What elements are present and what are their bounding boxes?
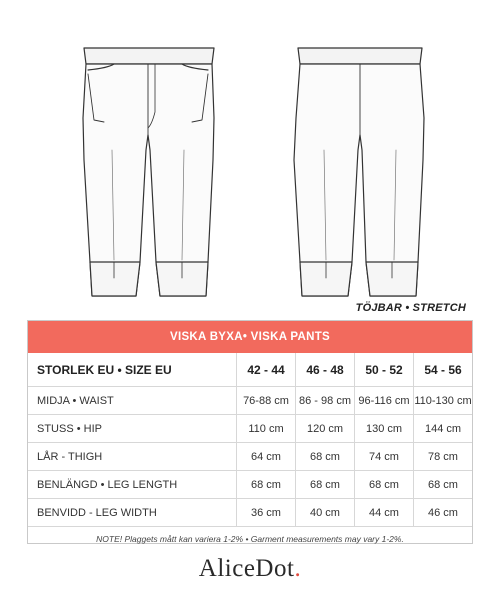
row-label: BENLÄNGD • LEG LENGTH <box>28 471 237 499</box>
pants-drawings <box>0 0 500 300</box>
row-value: 64 cm <box>237 443 296 471</box>
table-row <box>28 499 472 527</box>
row-value: 110-130 cm <box>414 387 473 415</box>
size-grid <box>28 353 472 527</box>
size-header-cell: 54 - 56 <box>414 353 473 387</box>
row-value: 74 cm <box>355 443 414 471</box>
measurement-note: NOTE! Plaggets mått kan variera 1-2% • Garment measurements may vary 1-2%. <box>96 534 404 544</box>
brand-name: AliceDot <box>198 555 295 582</box>
row-value: 86 - 98 cm <box>296 387 355 415</box>
row-value: 130 cm <box>355 415 414 443</box>
row-value: 46 cm <box>414 499 473 527</box>
row-value: 120 cm <box>296 415 355 443</box>
row-value: 68 cm <box>237 471 296 499</box>
row-value: 96-116 cm <box>355 387 414 415</box>
row-value: 68 cm <box>296 443 355 471</box>
row-value: 36 cm <box>237 499 296 527</box>
row-value: 76-88 cm <box>237 387 296 415</box>
row-value: 68 cm <box>414 471 473 499</box>
size-chart-table <box>27 320 473 544</box>
row-value: 40 cm <box>296 499 355 527</box>
row-label: LÅR - THIGH <box>28 443 237 471</box>
table-row <box>28 415 472 443</box>
size-header-row <box>28 353 472 387</box>
table-title: VISKA BYXA• VISKA PANTS <box>28 321 472 353</box>
brand-dot: . <box>294 555 302 582</box>
row-value: 44 cm <box>355 499 414 527</box>
size-header-cell: 50 - 52 <box>355 353 414 387</box>
row-value: 144 cm <box>414 415 473 443</box>
row-label: STUSS • HIP <box>28 415 237 443</box>
row-value: 110 cm <box>237 415 296 443</box>
size-header-label: STORLEK EU • SIZE EU <box>28 353 237 387</box>
stretch-label: TÖJBAR • STRETCH <box>355 302 466 314</box>
row-label: BENVIDD - LEG WIDTH <box>28 499 237 527</box>
size-header-cell: 46 - 48 <box>296 353 355 387</box>
pants-back-icon <box>294 48 424 296</box>
size-header-cell: 42 - 44 <box>237 353 296 387</box>
row-value: 68 cm <box>296 471 355 499</box>
table-row <box>28 443 472 471</box>
row-label: MIDJA • WAIST <box>28 387 237 415</box>
table-row <box>28 471 472 499</box>
pants-front-icon <box>83 48 214 296</box>
row-value: 68 cm <box>355 471 414 499</box>
table-row <box>28 387 472 415</box>
brand-logo <box>0 555 500 583</box>
row-value: 78 cm <box>414 443 473 471</box>
